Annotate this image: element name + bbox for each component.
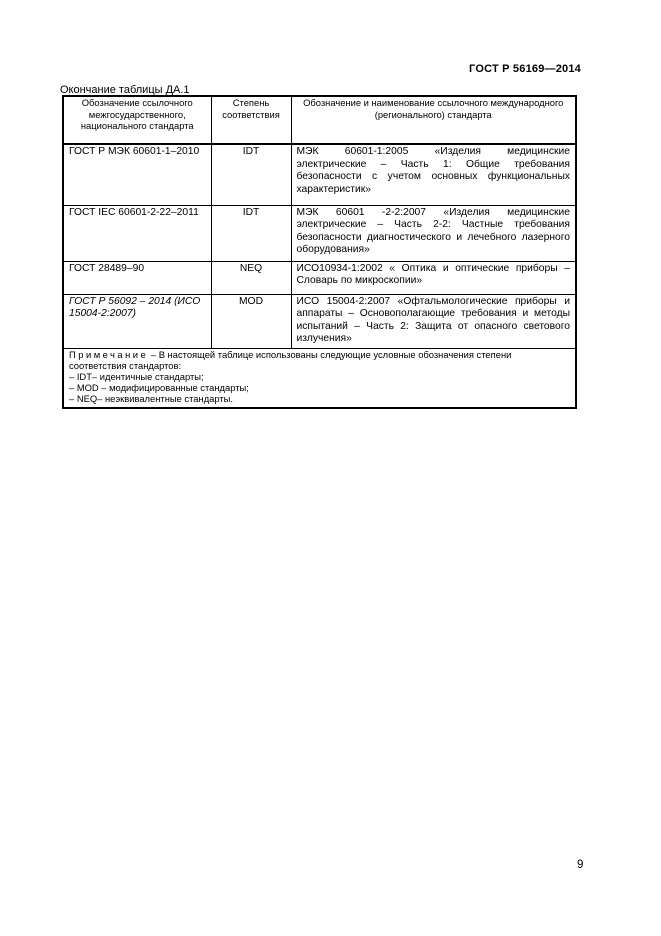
national-standard-cell: ГОСТ IEC 60601-2-22–2011 — [63, 205, 211, 261]
degree-cell: IDT — [211, 144, 291, 205]
page-number: 9 — [577, 859, 584, 871]
degree-cell: NEQ — [211, 261, 291, 294]
degree-cell: MOD — [211, 294, 291, 348]
table-note-row — [63, 348, 576, 408]
note-intro — [69, 349, 571, 371]
note-text: – В настоящей таблице использованы следующие условные обозначения степени соответствия стандартов: — [69, 348, 512, 371]
national-standard-cell: ГОСТ Р 56092 – 2014 (ИСО 15004-2:2007) — [63, 294, 211, 348]
table-note — [63, 348, 576, 408]
international-standard-cell: МЭК 60601 -2-2:2007 «Изделия медицинские электрические – Часть 2-2: Частные требования безопасности диагностического и лечебного лазерного оборудования» — [291, 205, 576, 261]
document-header: ГОСТ Р 56169—2014 — [469, 63, 581, 75]
international-standard-cell: ИСО 15004-2:2007 «Офтальмологические приборы и аппараты – Основополагающие требования и методы испытаний – Часть 2: Защита от опасного светового излучения» — [291, 294, 576, 348]
international-standard-cell: МЭК 60601-1:2005 «Изделия медицинские электрические – Часть 1: Общие требования безопасности с учетом основных функциональных характеристик» — [291, 144, 576, 205]
international-standard-cell: ИСО10934-1:2002 « Оптика и оптические приборы – Словарь по микроскопии» — [291, 261, 576, 294]
header-national-standard: Обозначение ссылочного межгосударственного, национального стандарта — [63, 96, 211, 144]
table-header-row — [63, 96, 576, 144]
note-item: – MOD – модифицированные стандарты; — [69, 382, 249, 394]
header-international-standard: Обозначение и наименование ссылочного международного (регионального) стандарта — [291, 96, 576, 144]
note-item: – IDT– идентичные стандарты; — [69, 370, 204, 382]
table-row — [63, 205, 576, 261]
header-degree: Степень соответствия — [211, 96, 291, 144]
table-caption: Окончание таблицы ДА.1 — [60, 84, 190, 96]
note-label: Примечание — [69, 348, 149, 360]
table-row — [63, 144, 576, 205]
table-row — [63, 294, 576, 348]
reference-standards-table — [62, 95, 577, 409]
degree-cell: IDT — [211, 205, 291, 261]
national-standard-cell: ГОСТ Р МЭК 60601-1–2010 — [63, 144, 211, 205]
note-item: – NEQ– неэквивалентные стандарты. — [69, 393, 234, 405]
national-standard-cell: ГОСТ 28489–90 — [63, 261, 211, 294]
table-row — [63, 261, 576, 294]
